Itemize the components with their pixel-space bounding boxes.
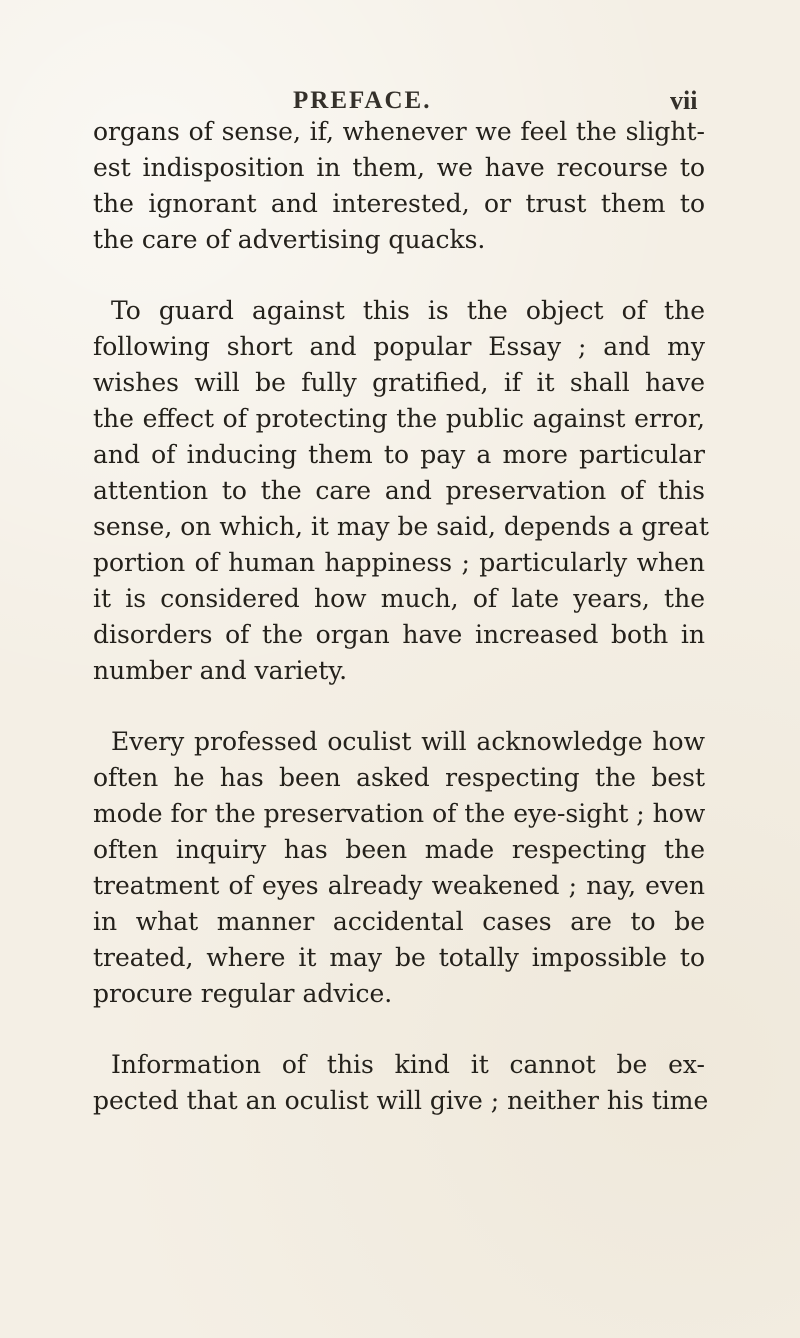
text-line: Every professed oculist will acknowledge how bbox=[111, 727, 705, 756]
text-line: organs of sense, if, whenever we feel the slight- bbox=[93, 117, 705, 146]
text-line: number and variety. bbox=[93, 656, 348, 685]
paragraph-4 bbox=[93, 1047, 709, 1119]
text-line: following short and popular Essay ; and my bbox=[93, 332, 705, 361]
text-line: the effect of protecting the public against error, bbox=[93, 404, 705, 433]
text-line: attention to the care and preservation of this bbox=[93, 476, 705, 505]
text-line: in what manner accidental cases are to be bbox=[93, 907, 705, 936]
text-line: wishes will be fully gratified, if it shall have bbox=[93, 368, 705, 397]
paragraph-gap bbox=[93, 1012, 705, 1047]
text-line: disorders of the organ have increased both in bbox=[93, 620, 705, 649]
text-line: procure regular advice. bbox=[93, 979, 393, 1008]
text-line: est indisposition in them, we have recourse to bbox=[93, 153, 705, 182]
text-line: pected that an oculist will give ; neither his time bbox=[93, 1086, 709, 1115]
text-line: it is considered how much, of late years, the bbox=[93, 584, 705, 613]
body-text bbox=[93, 114, 709, 1119]
text-line: sense, on which, it may be said, depends a great bbox=[93, 512, 709, 541]
text-line: Information of this kind it cannot be ex- bbox=[111, 1050, 705, 1079]
text-line: mode for the preservation of the eye-sight ; how bbox=[93, 799, 706, 828]
paragraph-3 bbox=[93, 724, 705, 1012]
text-line: and of inducing them to pay a more particular bbox=[93, 440, 705, 469]
paragraph-gap bbox=[93, 258, 705, 293]
paragraph-1 bbox=[93, 114, 705, 258]
page-number: vii bbox=[670, 86, 698, 115]
text-line: To guard against this is the object of the bbox=[111, 296, 705, 325]
running-head-title: PREFACE. bbox=[293, 87, 432, 114]
text-line: portion of human happiness ; particularly when bbox=[93, 548, 705, 577]
paragraph-2 bbox=[93, 293, 709, 689]
text-line: the ignorant and interested, or trust them to bbox=[93, 189, 705, 218]
paragraph-gap bbox=[93, 689, 705, 724]
text-line: treated, where it may be totally impossible to bbox=[93, 943, 705, 972]
text-line: often inquiry has been made respecting the bbox=[93, 835, 705, 864]
text-line: treatment of eyes already weakened ; nay, even bbox=[93, 871, 705, 900]
text-line: the care of advertising quacks. bbox=[93, 225, 486, 254]
text-line: often he has been asked respecting the best bbox=[93, 763, 705, 792]
